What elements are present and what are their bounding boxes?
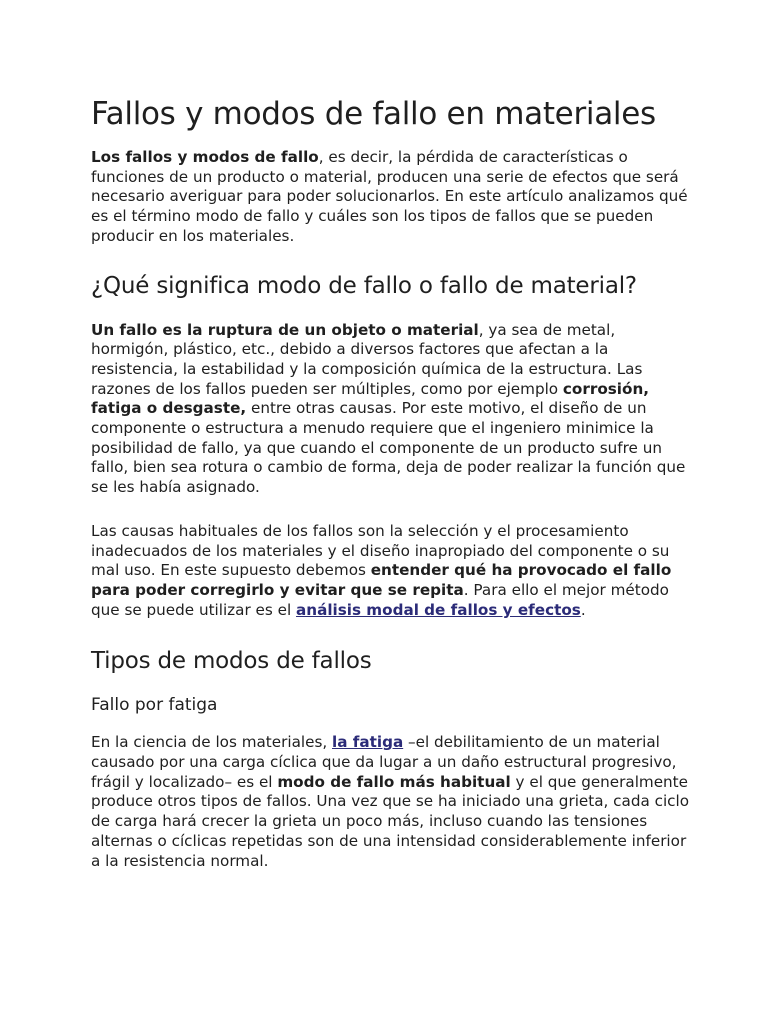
fatigue-link[interactable]: la fatiga: [332, 733, 404, 752]
definition-bold-1: Un fallo es la ruptura de un objeto o material: [91, 320, 479, 339]
amfe-link[interactable]: análisis modal de fallos y efectos: [296, 600, 581, 619]
section-heading-types: Tipos de modos de fallos: [91, 648, 372, 675]
intro-paragraph: [91, 148, 691, 247]
intro-text: , es decir, la pérdida de características o funciones de un producto o material, producen una serie de efectos que será necesario averiguar para poder solucionarlos. En este artículo analizamos qué es el término modo de fallo y cuáles son los tipos de fallos que se pueden producir en los materiales.: [91, 148, 688, 245]
fatigue-text-2: –el debilitamiento de un material causado por una carga cíclica que da lugar a un daño estructural progresivo, frágil y localizado– es el: [91, 733, 677, 791]
causes-text-3: .: [580, 600, 586, 619]
fatigue-text-1: En la ciencia de los materiales,: [91, 733, 333, 752]
definition-text-2: entre otras causas. Por este motivo, el diseño de un componente o estructura a menudo requiere que el ingeniero minimice la posibilidad de fallo, ya que cuando el componente de un producto sufre un fallo, bien sea rotura o cambio de forma, deja de poder realizar la función que se les había asignado.: [91, 399, 686, 497]
section-heading-definition: ¿Qué significa modo de fallo o fallo de material?: [91, 272, 637, 299]
definition-text-1: , ya sea de metal, hormigón, plástico, etc., debido a diversos factores que afectan a la resistencia, la estabilidad y la composición química de la estructura. Las razones de los fallos pueden ser múltiples, como por ejemplo: [91, 320, 643, 398]
intro-bold: Los fallos y modos de fallo: [91, 148, 319, 166]
fatigue-bold: modo de fallo más habitual: [277, 772, 511, 791]
definition-bold-2: corrosión, fatiga o desgaste,: [91, 379, 650, 418]
causes-paragraph: [91, 522, 691, 621]
causes-bold: entender qué ha provocado el fallo para poder corregirlo y evitar que se repita: [91, 561, 672, 599]
article-content: [91, 94, 691, 893]
causes-text-1: Las causas habituales de los fallos son la selección y el procesamiento inadecuados de los materiales y el diseño inapropiado del componente o su mal uso. En este supuesto debemos: [91, 521, 670, 580]
definition-paragraph: [91, 321, 691, 498]
page-title: Fallos y modos de fallo en materiales: [91, 96, 656, 132]
subheading-fatigue: Fallo por fatiga: [91, 695, 218, 716]
fatigue-text-3: y el que generalmente produce otros tipos de fallos. Una vez que se ha iniciado una grieta, cada ciclo de carga hará crecer la grieta un poco más, incluso cuando las tensiones alternas o cíclicas repetidas son de una intensidad considerablemente inferior a la resistencia normal.: [91, 772, 690, 870]
causes-text-2: . Para ello el mejor método que se puede utilizar es el: [91, 580, 669, 619]
fatigue-paragraph: [91, 733, 691, 871]
